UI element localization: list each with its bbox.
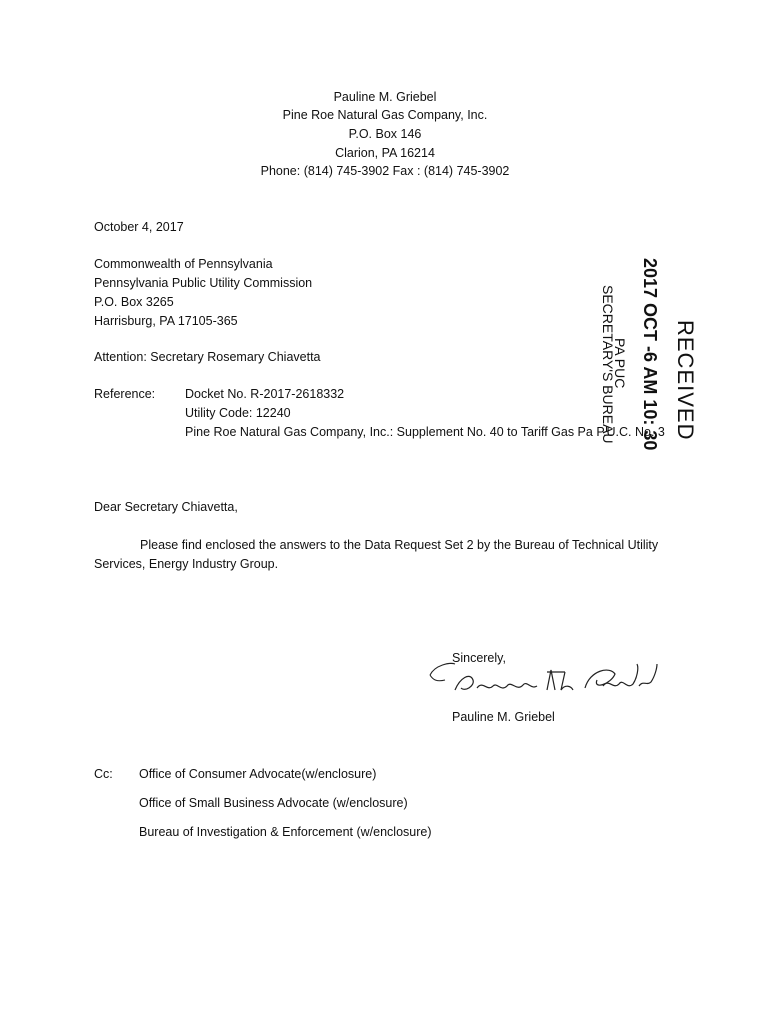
recipient-line4: Harrisburg, PA 17105-365 bbox=[94, 314, 238, 328]
sender-phone-fax: Phone: (814) 745-3902 Fax : (814) 745-3902 bbox=[260, 164, 510, 178]
sender-name: Pauline M. Griebel bbox=[333, 90, 437, 104]
recipient-line2: Pennsylvania Public Utility Commission bbox=[94, 276, 313, 290]
stamp-datetime: 2017 OCT -6 AM 10: 30 bbox=[640, 258, 660, 451]
stamp-received: RECEIVED bbox=[673, 320, 698, 441]
recipient-line1: Commonwealth of Pennsylvania bbox=[94, 257, 273, 271]
recipient-line3: P.O. Box 3265 bbox=[94, 295, 174, 309]
letter-date: October 4, 2017 bbox=[94, 220, 184, 234]
handwritten-signature bbox=[425, 650, 665, 705]
sender-address1: P.O. Box 146 bbox=[348, 127, 422, 141]
sender-company: Pine Roe Natural Gas Company, Inc. bbox=[282, 108, 488, 122]
attention-line: Attention: Secretary Rosemary Chiavetta bbox=[94, 350, 321, 364]
body-line2: Services, Energy Industry Group. bbox=[94, 557, 279, 571]
reference-utility-code: Utility Code: 12240 bbox=[185, 406, 291, 420]
signature-typed-name: Pauline M. Griebel bbox=[452, 710, 555, 724]
cc-item: Bureau of Investigation & Enforcement (w/enclosure) bbox=[139, 825, 432, 839]
reference-supplement: Pine Roe Natural Gas Company, Inc.: Supplement No. 40 to Tariff Gas Pa P.U.C. No. 3 bbox=[185, 425, 665, 439]
cc-item: Office of Consumer Advocate(w/enclosure) bbox=[139, 767, 377, 781]
closing: Sincerely, bbox=[452, 651, 506, 665]
reference-docket: Docket No. R-2017-2618332 bbox=[185, 387, 345, 401]
sender-address2: Clarion, PA 16214 bbox=[335, 146, 435, 160]
stamp-bureau: SECRETARY'S BUREAU bbox=[600, 285, 616, 444]
body-line1: Please find enclosed the answers to the Data Request Set 2 by the Bureau of Technical Utility bbox=[140, 538, 659, 552]
reference-label: Reference: bbox=[94, 387, 156, 401]
cc-label: Cc: bbox=[94, 767, 113, 781]
stamp-agency: PA PUC bbox=[612, 338, 628, 389]
salutation: Dear Secretary Chiavetta, bbox=[94, 500, 238, 514]
cc-item: Office of Small Business Advocate (w/enclosure) bbox=[139, 796, 408, 810]
